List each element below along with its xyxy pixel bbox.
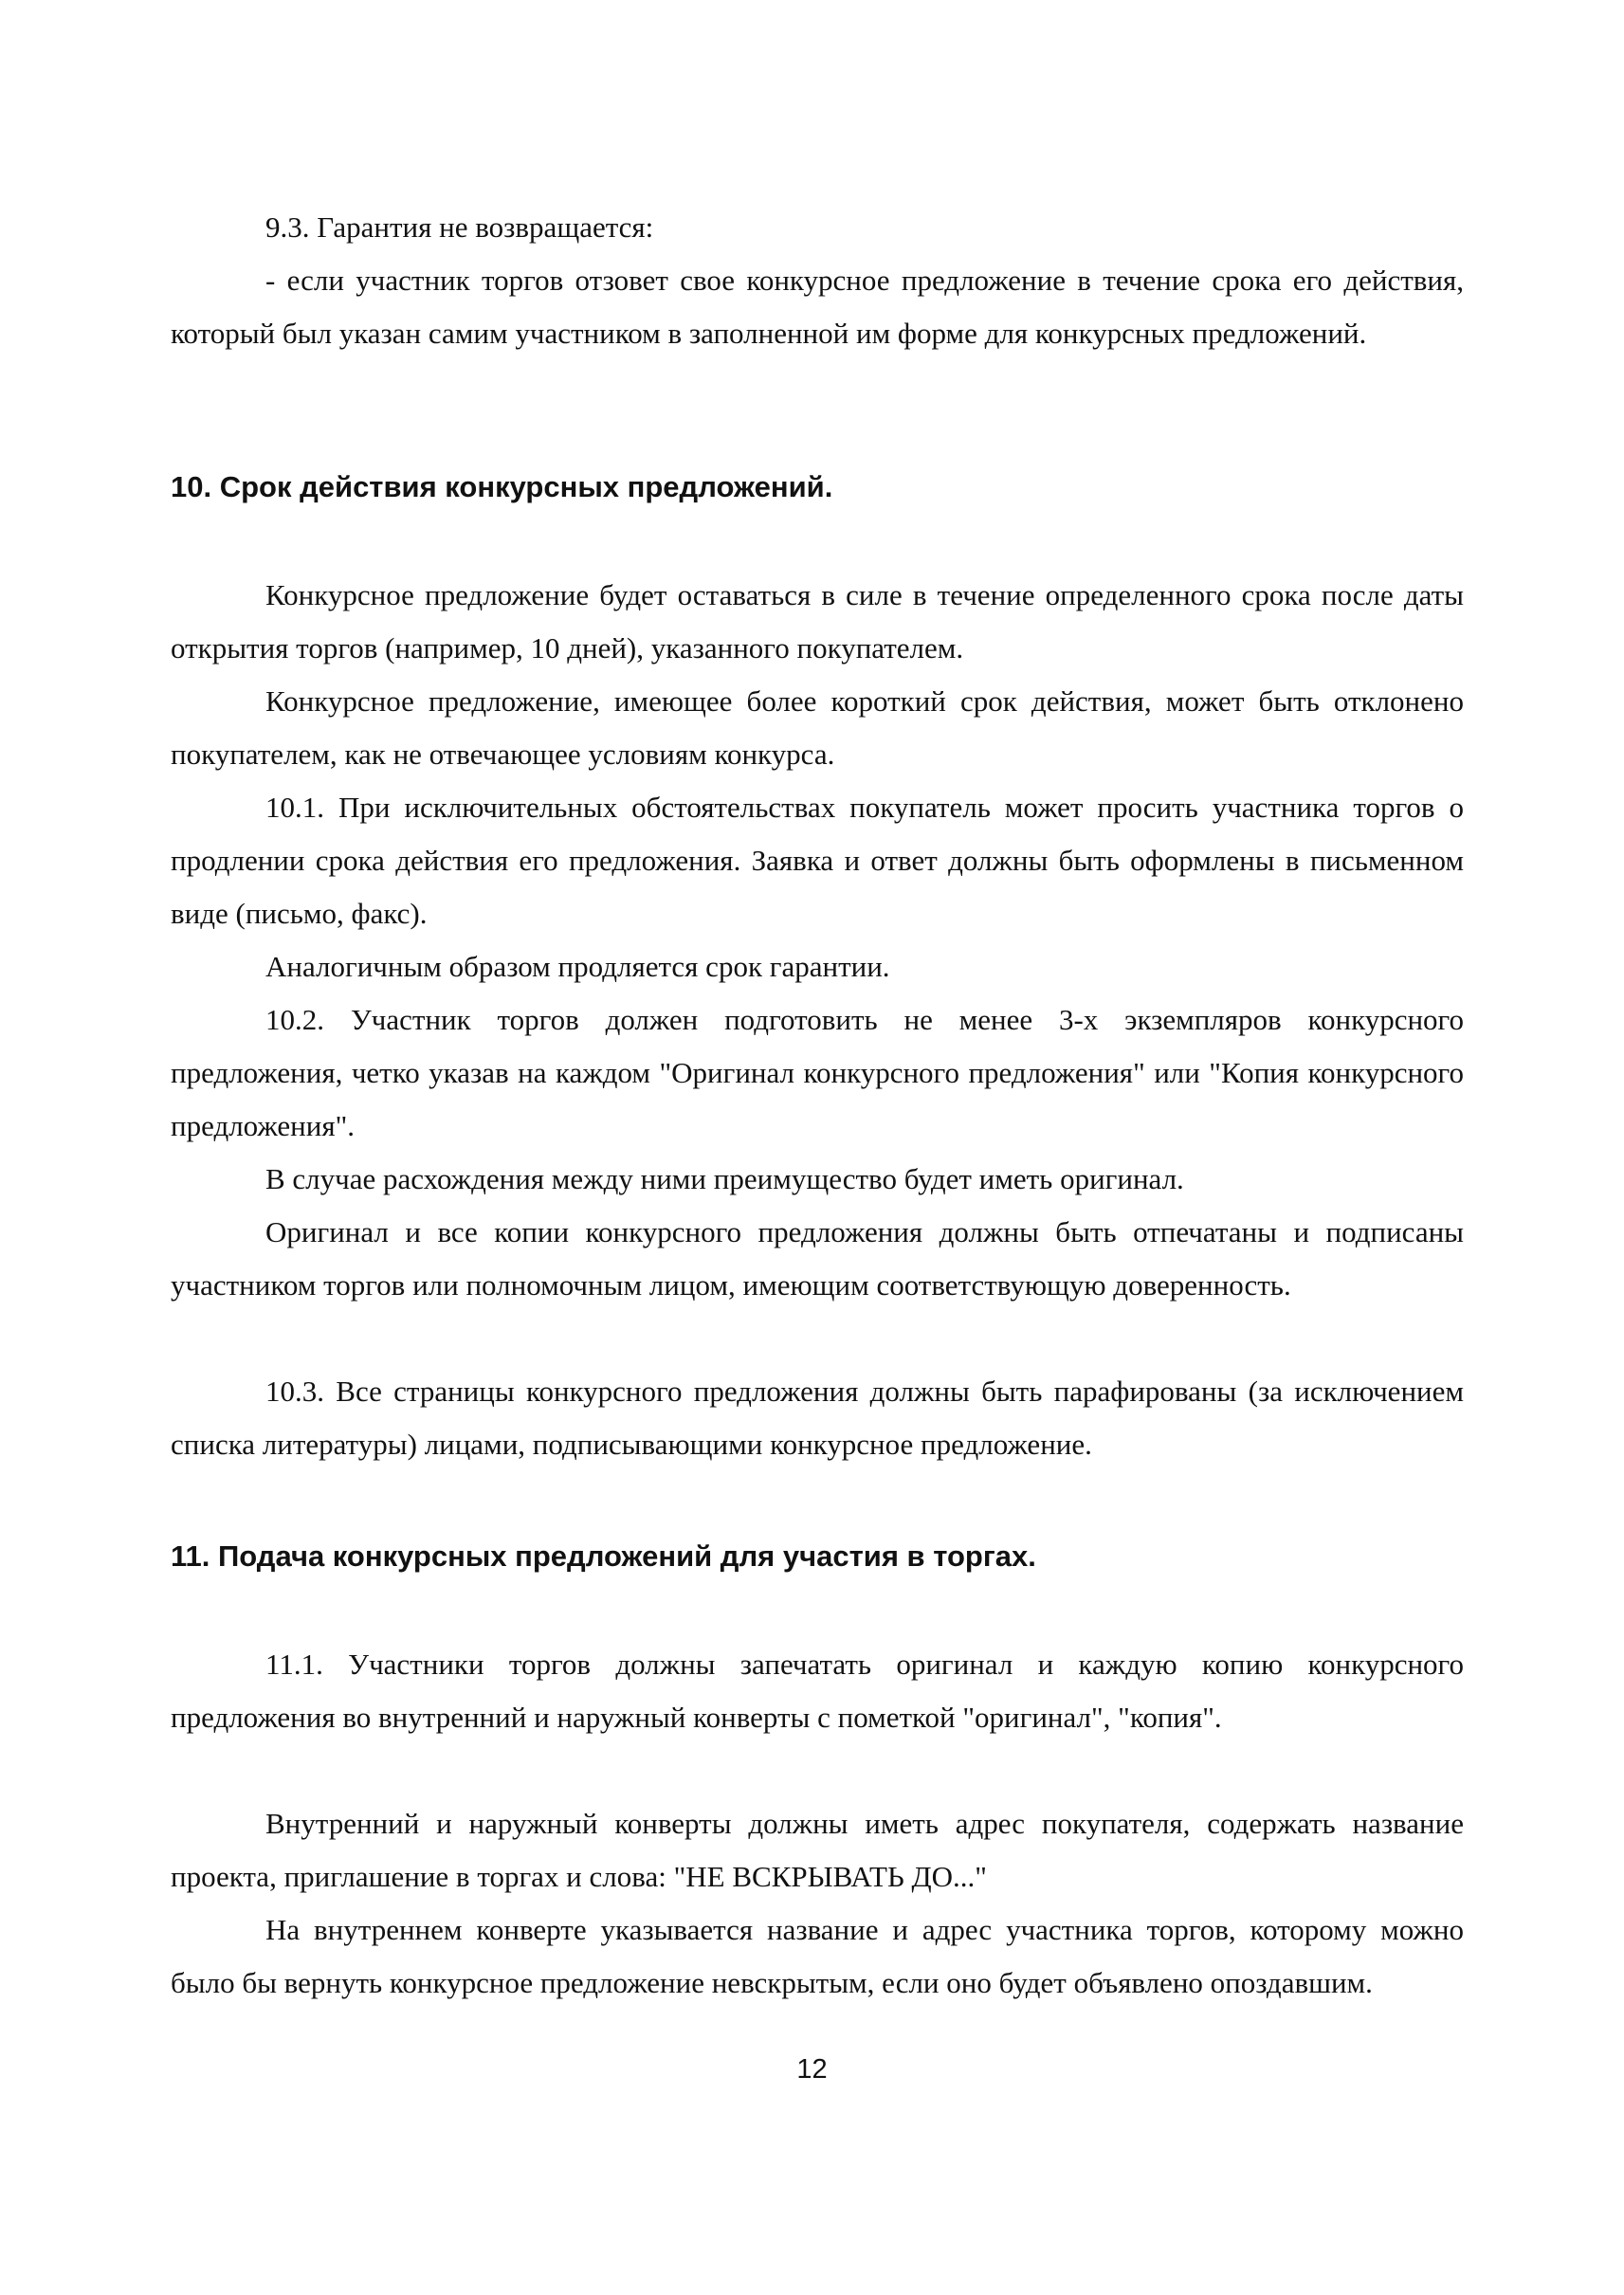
section-10-paragraph: Конкурсное предложение будет оставаться в силе в течение определенного срока после даты открытия торгов (например, 10 дней), указанного покупателем. [171, 578, 1464, 665]
section-10-paragraph: Конкурсное предложение, имеющее более короткий срок действия, может быть отклонено покупателем, как не отвечающее условиям конкурса. [171, 684, 1464, 771]
clause-10-2: 10.2. Участник торгов должен подготовить не менее 3-х экземпляров конкурсного предложения, четко указав на каждом "Оригинал конкурсного предложения" или "Копия конкурсного предложения". [171, 1003, 1464, 1142]
section-11-paragraph: Внутренний и наружный конверты должны иметь адрес покупателя, содержать название проекта, приглашение в торгах и слова: "НЕ ВСКРЫВАТЬ ДО..." [171, 1807, 1464, 1893]
clause-9-3-title: 9.3. Гарантия не возвращается: [265, 210, 654, 244]
section-10-paragraph: Аналогичным образом продляется срок гарантии. [265, 950, 890, 983]
section-11-paragraph: На внутреннем конверте указывается название и адрес участника торгов, которому можно было бы вернуть конкурсное предложение невскрытым, если оно будет объявлено опоздавшим. [171, 1913, 1464, 1999]
section-11-heading: 11. Подача конкурсных предложений для участия в торгах. [171, 1539, 1036, 1573]
clause-9-3-body: - если участник торгов отзовет свое конкурсное предложение в течение срока его действия, который был указан самим участником в заполненной им форме для конкурсных предложений. [171, 264, 1464, 350]
section-10-heading: 10. Срок действия конкурсных предложений. [171, 470, 833, 503]
section-10-paragraph: Оригинал и все копии конкурсного предложения должны быть отпечатаны и подписаны участником торгов или полномочным лицом, имеющим соответствующую доверенность. [171, 1215, 1464, 1302]
clause-10-3: 10.3. Все страницы конкурсного предложения должны быть парафированы (за исключением списка литературы) лицами, подписывающими конкурсное предложение. [171, 1375, 1464, 1461]
clause-10-1: 10.1. При исключительных обстоятельствах покупатель может просить участника торгов о продлении срока действия его предложения. Заявка и ответ должны быть оформлены в письменном виде (письмо, факс). [171, 791, 1464, 930]
section-10-paragraph: В случае расхождения между ними преимущество будет иметь оригинал. [265, 1162, 1184, 1195]
page-number: 12 [796, 2054, 828, 2085]
clause-11-1: 11.1. Участники торгов должны запечатать оригинал и каждую копию конкурсного предложения во внутренний и наружный конверты с пометкой "оригинал", "копия". [171, 1648, 1464, 1734]
